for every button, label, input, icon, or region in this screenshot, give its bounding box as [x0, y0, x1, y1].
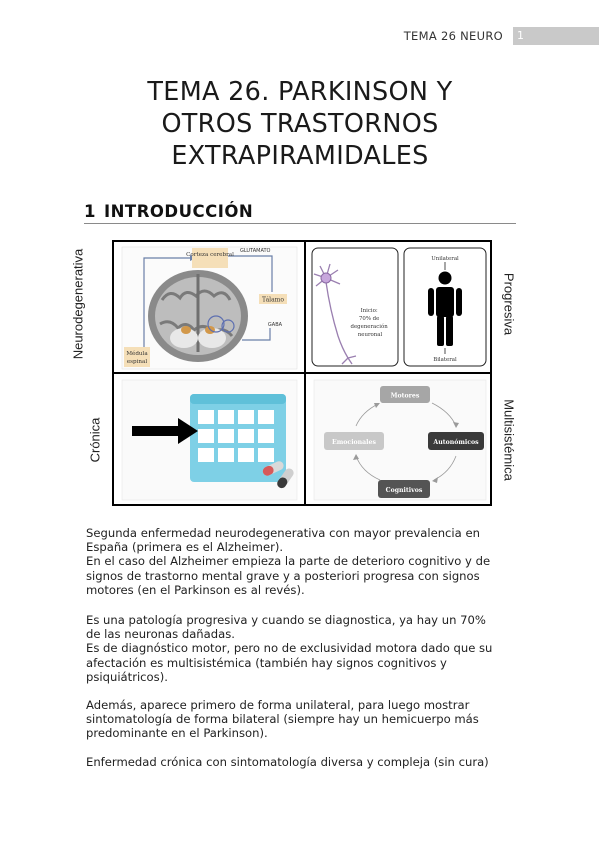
spinal-cord-label-1: Médula — [126, 351, 148, 357]
paragraph-progression — [86, 613, 526, 684]
brain-panel — [122, 247, 297, 369]
text-line: predominante en el Parkinson). — [86, 726, 268, 741]
onset-label: Inicio: 70% de degeneración neuronal — [350, 308, 388, 338]
label-multisystemic: Multisistémica — [501, 399, 517, 481]
title-line-1: TEMA 26. PARKINSON Y — [147, 77, 453, 107]
parkinson-features-figure — [112, 240, 492, 506]
page-number: 1 — [513, 27, 599, 45]
emotional-label: Emocionales — [332, 439, 376, 446]
cortex-label: Corteza cerebral — [186, 252, 234, 258]
running-header — [404, 27, 599, 45]
cognitive-label: Cognitivos — [385, 487, 423, 494]
thalamus-label: Tálamo — [262, 296, 284, 304]
gaba-label: GABA — [267, 322, 283, 328]
running-title: TEMA 26 NEURO — [403, 29, 503, 43]
text-line: Segunda enfermedad neurodegenerativa con mayor prevalencia en — [86, 526, 480, 540]
basal-ganglia-left — [181, 326, 191, 334]
text-line: Enfermedad crónica con sintomatología diversa y compleja (sin cura) — [86, 755, 489, 769]
section-number: 1 — [84, 202, 96, 221]
arrow-shaft — [132, 426, 180, 436]
figure-svg — [112, 240, 492, 506]
text-line: Además, aparece primero de forma unilateral, para luego mostrar — [86, 698, 470, 712]
unilateral-label: Unilateral — [431, 256, 459, 262]
section-heading — [84, 202, 516, 224]
section-title-text: INTRODUCCIÓN — [103, 202, 254, 221]
text-line: de las neuronas dañadas. — [86, 627, 235, 642]
text-line: signos de trastorno mental grave y a posteriori progresa con signos — [86, 568, 480, 583]
text-line: España (primera es el Alzheimer). — [86, 540, 284, 555]
page-title — [60, 76, 540, 172]
motor-label: Motores — [390, 392, 420, 400]
autonomic-label: Autonómicos — [433, 439, 479, 446]
paragraph-chronic — [86, 755, 526, 769]
text-line: Es de diagnóstico motor, pero no de exclusividad motora dado que su — [86, 641, 493, 656]
text-line: Es una patología progresiva y cuando se diagnostica, ya hay un 70% — [86, 613, 486, 627]
text-line: psiquiátricos). — [86, 669, 168, 684]
glutamate-label: GLUTAMATO — [240, 248, 271, 254]
title-line-3: EXTRAPIRAMIDALES — [171, 141, 429, 171]
text-line: sintomatología de forma bilateral (siempre hay un hemicuerpo más — [86, 712, 479, 727]
text-line: En el caso del Alzheimer empieza la parte de deterioro cognitivo y de — [86, 554, 491, 569]
spinal-cord-label-2: espinal — [126, 359, 148, 365]
chronic-panel — [122, 380, 297, 500]
neuron-box — [312, 248, 398, 366]
label-progressive: Progresiva — [501, 272, 517, 336]
cortex-label-box — [192, 248, 228, 268]
neuron-soma — [321, 273, 331, 283]
label-neurodegenerative: Neurodegenerativa — [70, 248, 86, 360]
label-chronic: Crónica — [87, 417, 103, 463]
paragraph-laterality — [86, 698, 526, 741]
bilateral-label: Bilateral — [433, 357, 457, 363]
text-line: afectación es multisistémica (también hay signos cognitivos y — [86, 655, 447, 670]
text-line: motores (en el Parkinson es al revés). — [86, 582, 305, 597]
paragraph-prevalence — [86, 526, 526, 597]
title-line-2: OTROS TRASTORNOS — [161, 109, 439, 139]
multisystem-panel — [314, 380, 486, 500]
